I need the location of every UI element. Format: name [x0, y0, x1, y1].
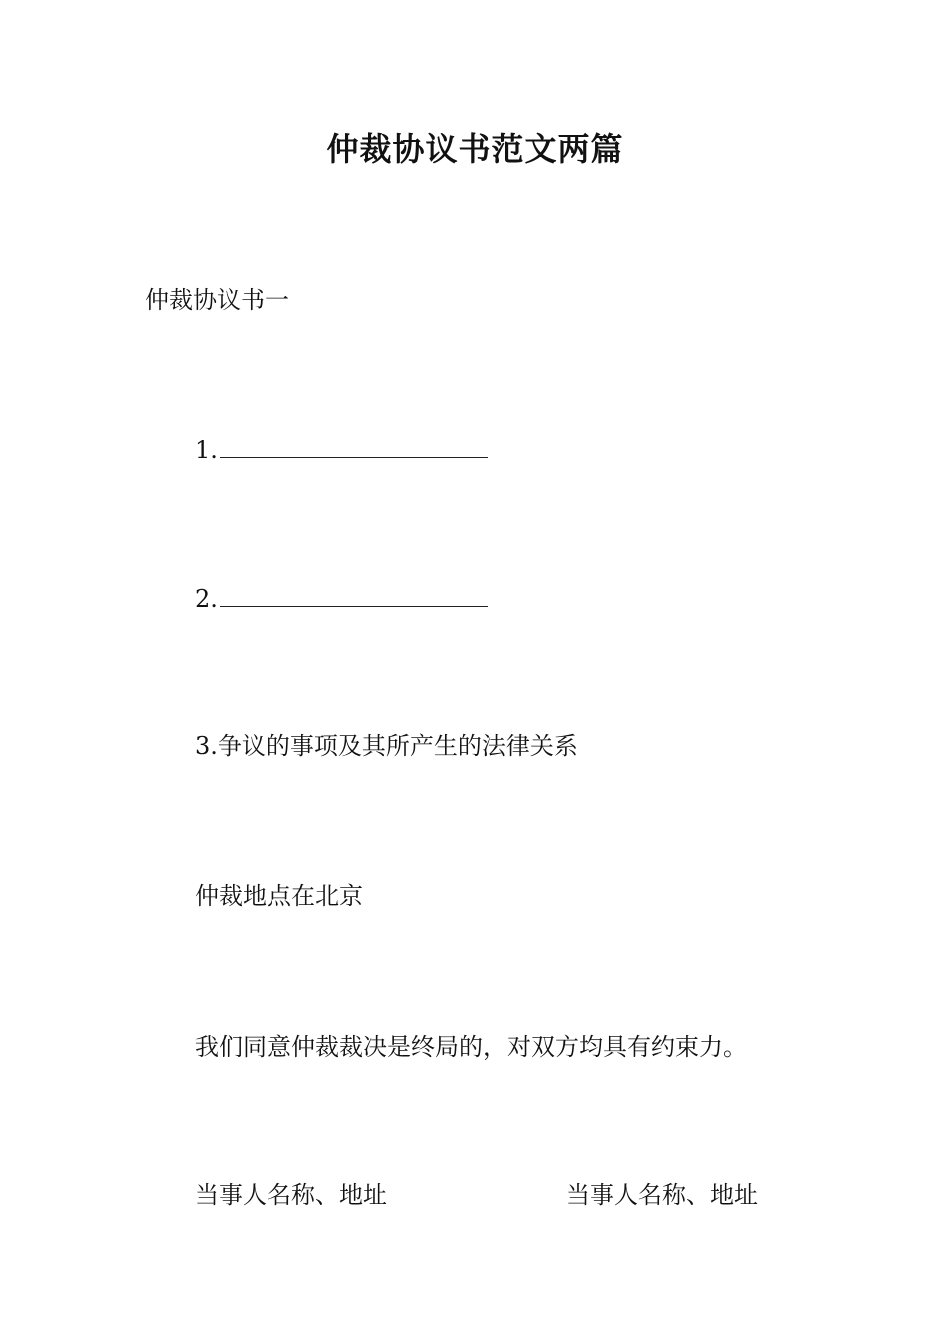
party-right-label: 当事人名称、地址 — [566, 1181, 758, 1209]
party-left-label: 当事人名称、地址 — [195, 1181, 387, 1209]
fill-in-blank — [220, 584, 488, 607]
item-3-dispute-matter: 3.争议的事项及其所产生的法律关系 — [195, 732, 578, 760]
item-number: 2. — [195, 585, 218, 613]
blank-item-1 — [195, 433, 488, 467]
fill-in-blank — [220, 435, 488, 458]
arbitration-place: 仲裁地点在北京 — [195, 882, 363, 910]
section-heading: 仲裁协议书一 — [145, 286, 289, 314]
item-number: 1. — [195, 436, 218, 464]
document-title: 仲裁协议书范文两篇 — [326, 130, 624, 168]
agreement-statement: 我们同意仲裁裁决是终局的，对双方均具有约束力。 — [195, 1033, 747, 1061]
blank-item-2 — [195, 582, 488, 616]
